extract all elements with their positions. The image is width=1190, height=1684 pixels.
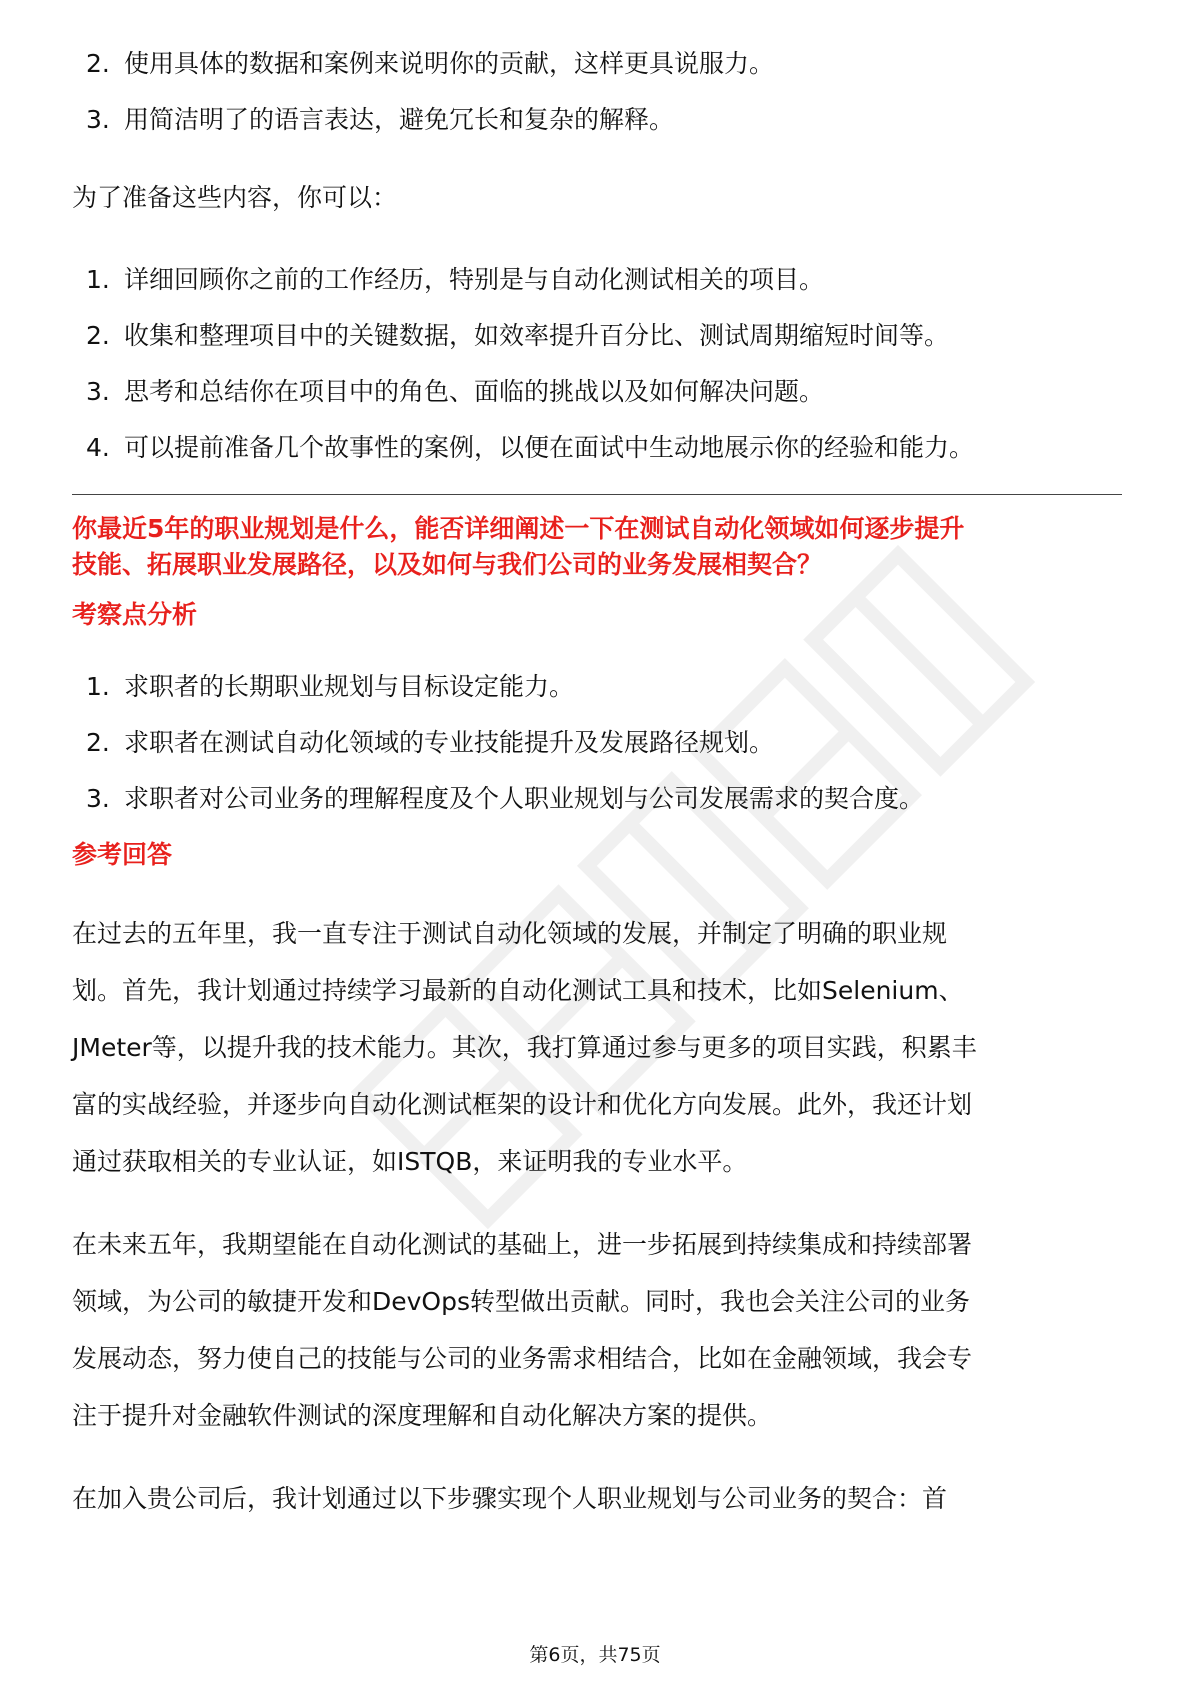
list-number: 1.: [86, 265, 110, 294]
prep-list: [72, 262, 1122, 466]
page-footer: 第6页，共75页: [529, 1644, 661, 1666]
list-item: [72, 430, 1122, 466]
list-text: 用简洁明了的语言表达，避免冗长和复杂的解释。: [124, 105, 675, 134]
answer-paragraph: [72, 905, 1122, 1190]
list-text: 详细回顾你之前的工作经历，特别是与自动化测试相关的项目。: [124, 265, 825, 294]
paragraph-line: 富的实战经验，并逐步向自动化测试框架的设计和优化方向发展。此外，我还计划: [72, 1090, 973, 1119]
page-content: [72, 46, 1122, 1527]
list-number: 3.: [86, 377, 110, 406]
question-line: 技能、拓展职业发展路径，以及如何与我们公司的业务发展相契合？: [72, 550, 823, 579]
list-text: 使用具体的数据和案例来说明你的贡献，这样更具说服力。: [124, 49, 775, 78]
list-item: [72, 374, 1122, 410]
list-number: 3.: [86, 105, 110, 134]
list-text: 收集和整理项目中的关键数据，如效率提升百分比、测试周期缩短时间等。: [124, 321, 950, 350]
list-text: 求职者的长期职业规划与目标设定能力。: [124, 672, 575, 701]
question-line: 你最近5年的职业规划是什么，能否详细阐述一下在测试自动化领域如何逐步提升: [72, 514, 965, 543]
list-item: [72, 46, 1122, 82]
answer-heading: 参考回答: [72, 840, 173, 869]
list-text: 可以提前准备几个故事性的案例，以便在面试中生动地展示你的经验和能力。: [124, 433, 975, 462]
analysis-list: [72, 669, 1122, 817]
paragraph-line: JMeter等，以提升我的技术能力。其次，我打算通过参与更多的项目实践，积累丰: [72, 1033, 977, 1062]
paragraph-line: 在未来五年，我期望能在自动化测试的基础上，进一步拓展到持续集成和持续部署: [72, 1230, 973, 1259]
analysis-heading: 考察点分析: [72, 600, 198, 629]
list-number: 1.: [86, 672, 110, 701]
list-item: [72, 318, 1122, 354]
list-item: [72, 781, 1122, 817]
paragraph-line: 在加入贵公司后，我计划通过以下步骤实现个人职业规划与公司业务的契合：首: [72, 1484, 948, 1513]
paragraph-line: 领域，为公司的敏捷开发和DevOps转型做出贡献。同时，我也会关注公司的业务: [72, 1287, 971, 1316]
section-divider: [72, 494, 1122, 495]
list-number: 2.: [86, 321, 110, 350]
paragraph-line: 注于提升对金融软件测试的深度理解和自动化解决方案的提供。: [72, 1401, 773, 1430]
list-number: 2.: [86, 49, 110, 78]
prep-intro: 为了准备这些内容，你可以：: [72, 183, 398, 212]
list-item: [72, 725, 1122, 761]
paragraph-line: 在过去的五年里，我一直专注于测试自动化领域的发展，并制定了明确的职业规: [72, 919, 948, 948]
list-text: 思考和总结你在项目中的角色、面临的挑战以及如何解决问题。: [124, 377, 825, 406]
answer-paragraph: [72, 1470, 1122, 1527]
paragraph-line: 发展动态，努力使自己的技能与公司的业务需求相结合，比如在金融领域，我会专: [72, 1344, 973, 1373]
list-number: 4.: [86, 433, 110, 462]
list-number: 3.: [86, 784, 110, 813]
list-text: 求职者对公司业务的理解程度及个人职业规划与公司发展需求的契合度。: [124, 784, 925, 813]
top-list: [72, 46, 1122, 138]
question-block: [72, 511, 1122, 583]
list-item: [72, 262, 1122, 298]
list-text: 求职者在测试自动化领域的专业技能提升及发展路径规划。: [124, 728, 775, 757]
list-item: [72, 102, 1122, 138]
list-number: 2.: [86, 728, 110, 757]
answer-paragraph: [72, 1216, 1122, 1444]
list-item: [72, 669, 1122, 705]
paragraph-line: 划。首先，我计划通过持续学习最新的自动化测试工具和技术，比如Selenium、: [72, 976, 964, 1005]
paragraph-line: 通过获取相关的专业认证，如ISTQB，来证明我的专业水平。: [72, 1147, 748, 1176]
